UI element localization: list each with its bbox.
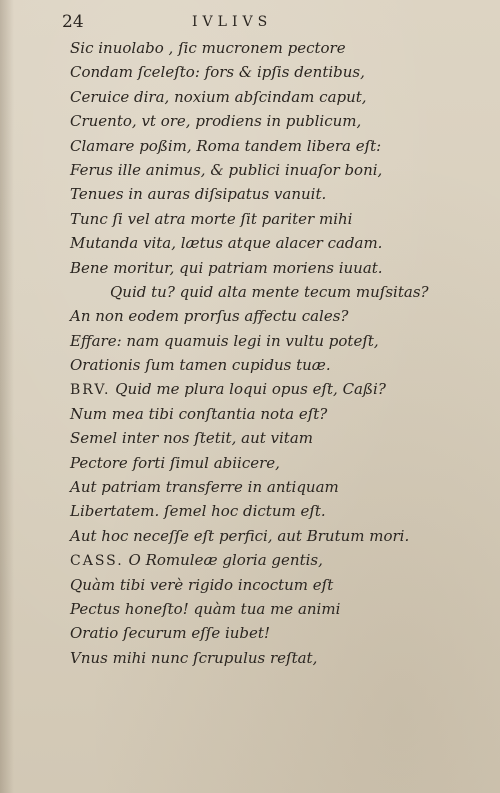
verse-line: Quàm tibi verè rigido incoctum eſt	[70, 575, 334, 594]
verse-line: Oratio ſecurum eſſe iubet!	[70, 624, 270, 643]
verse-line: Tunc ſi vel atra morte ſit pariter mihi	[70, 209, 353, 228]
verse-line: Tenues in auras diſsipatus vanuit.	[70, 185, 327, 204]
verse-line: Ferus ille animus, & publici inuaſor boni,	[70, 160, 383, 179]
verse-line: Quid tu? quid alta mente tecum muſsitas?	[110, 282, 429, 301]
verse-line: Libertatem. ſemel hoc dictum eſt.	[70, 502, 326, 521]
verse-line: Bene moritur, qui patriam moriens iuuat.	[70, 258, 383, 277]
verse-line: Ceruice dira, noxium abſcindam caput,	[70, 87, 367, 106]
verse-line: BRV. Quid me plura loqui opus eſt, Caßi?	[70, 380, 386, 399]
verse-line: Effare: nam quamuis legi in vultu poteſt,	[70, 331, 379, 350]
verse-line: CASS. O Romuleæ gloria gentis,	[70, 551, 323, 570]
verse-line: Vnus mihi nunc ſcrupulus reſtat,	[70, 648, 318, 667]
page-header	[62, 12, 442, 34]
spine-shadow	[0, 0, 14, 793]
page-number: 24	[62, 12, 84, 32]
verse-line: Num mea tibi conſtantia nota eſt?	[70, 404, 328, 423]
verse-line: Condam ſceleſto: fors & ipſis dentibus,	[70, 63, 365, 82]
verse-line: Aut hoc neceſſe eſt perfici, aut Brutum mori.	[70, 526, 410, 545]
verse-line: Clamare poßim, Roma tandem libera eſt:	[70, 136, 382, 155]
speaker-name: BRV.	[70, 382, 111, 399]
running-head: IVLIVS	[192, 14, 273, 30]
verse-line: Pectus honeſto! quàm tua me animi	[70, 599, 341, 618]
verse-line: An non eodem prorſus affectu cales?	[70, 307, 349, 326]
verse-line: Aut patriam transferre in antiquam	[70, 478, 339, 497]
verse-line: Sic inuolabo , ſic mucronem pectore	[70, 39, 346, 57]
verse-text	[70, 36, 470, 670]
verse-line: Pectore forti ſimul abiicere,	[70, 453, 280, 472]
verse-line: Semel inter nos ſtetit, aut vitam	[70, 429, 313, 448]
verse-line: Mutanda vita, lætus atque alacer cadam.	[70, 234, 383, 253]
speaker-name: CASS.	[70, 553, 124, 570]
verse-line: Orationis ſum tamen cupidus tuæ.	[70, 356, 331, 375]
verse-line: Cruento, vt ore, prodiens in publicum,	[70, 112, 362, 131]
